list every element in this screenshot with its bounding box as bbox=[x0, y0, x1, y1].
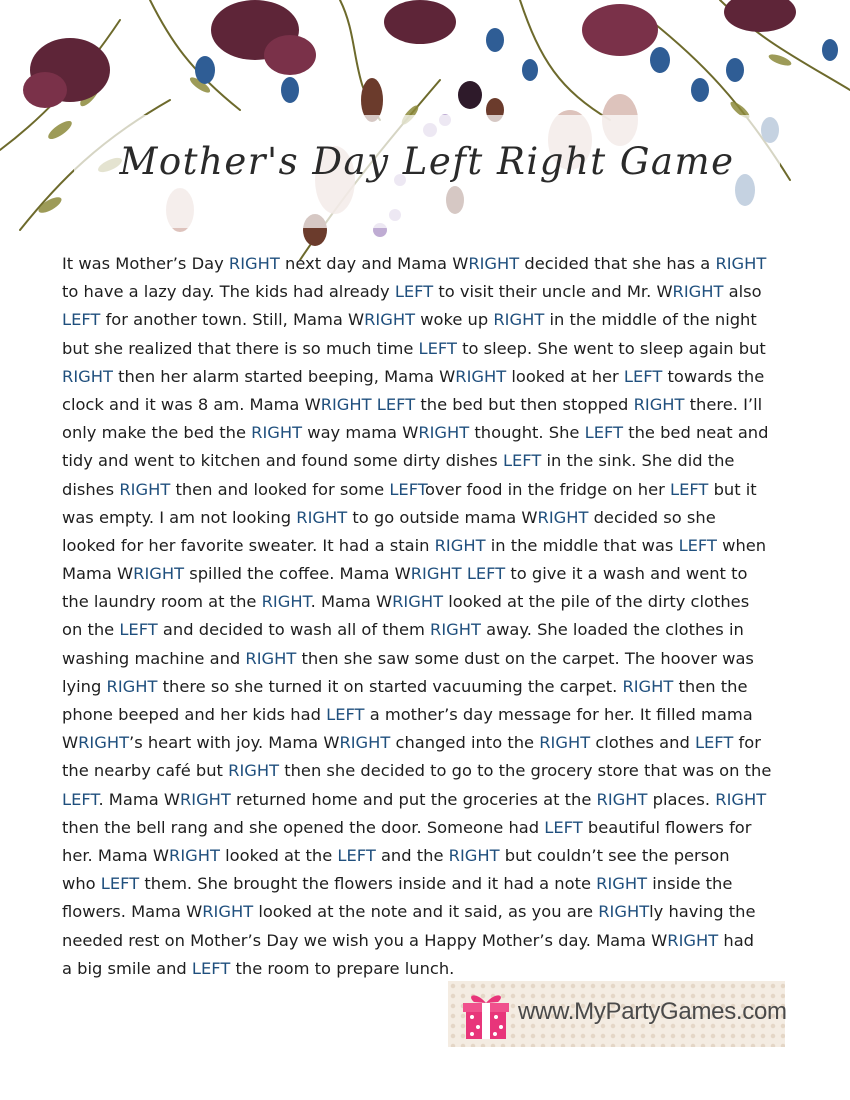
text-segment: to give it a wash and went to bbox=[505, 564, 748, 584]
keyword: RIGHT bbox=[672, 282, 724, 302]
text-segment: then the bell rang and she opened the door. Someone had bbox=[62, 817, 545, 837]
text-segment: but it bbox=[708, 479, 757, 499]
text-segment: in the sink. She did the bbox=[541, 451, 735, 471]
story-line bbox=[62, 419, 810, 447]
text-segment: next day and Mama W bbox=[279, 254, 469, 273]
text-segment: . Mama W bbox=[310, 592, 393, 612]
text-segment: changed into the bbox=[390, 733, 540, 753]
text-segment: a mother’s day message for her. It filled mama bbox=[364, 705, 753, 724]
text-segment: flowers. Mama W bbox=[62, 902, 203, 922]
text-segment: woke up bbox=[415, 310, 494, 330]
keyword: RIGHT bbox=[537, 507, 589, 527]
text-segment: the nearby café but bbox=[62, 761, 229, 781]
story-line bbox=[62, 588, 810, 616]
text-segment: clothes and bbox=[590, 733, 695, 753]
text-segment: there so she turned it on started vacuuming the carpet. bbox=[157, 676, 623, 696]
keyword: LEFT bbox=[670, 479, 709, 499]
keyword: RIGHT bbox=[622, 676, 674, 696]
text-segment: only make the bed the bbox=[62, 423, 252, 443]
keyword: LEFT bbox=[376, 394, 416, 414]
story-line bbox=[62, 504, 810, 532]
story-line bbox=[62, 757, 810, 785]
text-segment: then she decided to go to the grocery store that was on the bbox=[279, 761, 772, 781]
text-segment: inside the bbox=[647, 874, 733, 894]
story-line bbox=[62, 391, 810, 419]
keyword: RIGHT bbox=[430, 620, 481, 640]
text-segment: but she realized that there is so much time bbox=[62, 338, 419, 358]
text-segment: places. bbox=[647, 789, 716, 809]
keyword: LEFT bbox=[100, 874, 140, 894]
text-segment: the room to prepare lunch. bbox=[230, 958, 455, 978]
keyword: RIGHT bbox=[62, 366, 113, 386]
text-segment: and decided to wash all of them bbox=[157, 620, 431, 640]
text-segment: clock and it was 8 am. Mama W bbox=[62, 394, 321, 414]
text-segment: there. I’ll bbox=[684, 394, 763, 414]
text-segment: to visit their uncle and Mr. W bbox=[433, 282, 673, 302]
keyword: LEFT bbox=[502, 451, 542, 471]
story-line bbox=[62, 842, 810, 870]
story-line bbox=[62, 645, 810, 673]
keyword: RIGHT bbox=[169, 845, 220, 865]
story-line bbox=[62, 335, 810, 363]
text-segment: It was Mother’s Day bbox=[62, 254, 229, 273]
text-segment: had bbox=[718, 930, 755, 950]
text-segment: then her alarm started beeping, Mama W bbox=[112, 366, 456, 386]
text-segment: thought. She bbox=[469, 423, 585, 443]
story-line bbox=[62, 786, 810, 814]
text-segment: the laundry room at the bbox=[62, 592, 262, 612]
text-segment: when bbox=[716, 535, 767, 555]
text-segment: beautiful flowers for bbox=[582, 817, 752, 837]
text-segment: to sleep. She went to sleep again but bbox=[456, 338, 766, 358]
text-segment: decided that she has a bbox=[519, 254, 716, 273]
text-segment: looked at the bbox=[219, 845, 338, 865]
keyword: RIGHT bbox=[364, 310, 416, 330]
text-segment: . Mama W bbox=[98, 789, 180, 809]
keyword: LEFT bbox=[394, 282, 434, 302]
keyword: RIGHT bbox=[119, 479, 171, 499]
text-segment: ’s heart with joy. Mama W bbox=[129, 733, 340, 753]
keyword: RIGHT bbox=[539, 733, 591, 753]
story-text bbox=[62, 250, 810, 983]
keyword: LEFT bbox=[119, 620, 158, 640]
story-line bbox=[62, 363, 810, 391]
text-segment: them. She brought the flowers inside and it had a note bbox=[139, 874, 597, 894]
keyword: RIGHT bbox=[245, 648, 297, 668]
keyword: RIGHT bbox=[320, 394, 372, 414]
story-line bbox=[62, 673, 810, 701]
text-segment: needed rest on Mother’s Day we wish you a Happy Mother’s day. Mama W bbox=[62, 930, 668, 950]
keyword: LEFT bbox=[623, 366, 663, 386]
keyword: RIGHT bbox=[78, 733, 130, 753]
keyword: RIGHT bbox=[715, 254, 767, 273]
keyword: RIGHT bbox=[296, 507, 348, 527]
text-segment: in the middle that was bbox=[485, 535, 679, 555]
keyword: RIGHT bbox=[596, 874, 648, 894]
text-segment: way mama W bbox=[302, 423, 419, 443]
logo-text: www.MyPartyGames.com bbox=[518, 998, 787, 1025]
text-segment: the bed but then stopped bbox=[415, 394, 634, 414]
keyword: LEFT bbox=[418, 338, 457, 358]
story-line bbox=[62, 701, 810, 729]
keyword: RIGHT bbox=[106, 676, 158, 696]
text-segment: then and looked for some bbox=[170, 479, 390, 499]
text-segment: looked at her bbox=[506, 366, 624, 386]
keyword: LEFT bbox=[326, 705, 365, 724]
text-segment: her. Mama W bbox=[62, 845, 170, 865]
keyword: RIGHT bbox=[434, 535, 486, 555]
story-line bbox=[62, 560, 810, 588]
text-segment: Mama W bbox=[62, 564, 134, 584]
story-line bbox=[62, 870, 810, 898]
keyword: LEFT bbox=[191, 958, 231, 978]
text-segment: then she saw some dust on the carpet. The hoover was bbox=[296, 648, 754, 668]
text-segment: in the middle of the night bbox=[544, 310, 757, 330]
text-segment: tidy and went to kitchen and found some dirty dishes bbox=[62, 451, 503, 471]
keyword: RIGHT bbox=[598, 902, 650, 922]
keyword: RIGHT bbox=[261, 592, 311, 612]
keyword: RIGHT bbox=[468, 254, 520, 273]
keyword: RIGHT bbox=[418, 423, 470, 443]
page-title: Mother's Day Left Right Game bbox=[119, 140, 735, 183]
text-segment: but couldn’t see the person bbox=[499, 845, 730, 865]
text-segment: for bbox=[733, 733, 761, 753]
story-line bbox=[62, 814, 810, 842]
story-line bbox=[62, 306, 810, 334]
text-segment: on the bbox=[62, 620, 120, 640]
keyword: LEFT bbox=[466, 564, 506, 584]
text-segment: looked for her favorite sweater. It had a stain bbox=[62, 535, 435, 555]
text-segment: phone beeped and her kids had bbox=[62, 705, 327, 724]
text-segment: also bbox=[723, 282, 762, 302]
keyword: RIGHT bbox=[133, 564, 185, 584]
story-line bbox=[62, 955, 810, 983]
text-segment: to go outside mama W bbox=[347, 507, 538, 527]
keyword: RIGHT bbox=[715, 789, 767, 809]
text-segment: decided so she bbox=[588, 507, 716, 527]
keyword: RIGHT bbox=[596, 789, 648, 809]
text-segment: away. She loaded the clothes in bbox=[480, 620, 744, 640]
story-line bbox=[62, 729, 810, 757]
keyword: LEFT bbox=[544, 817, 583, 837]
keyword: LEFT bbox=[62, 310, 101, 330]
keyword: RIGHT bbox=[493, 310, 545, 330]
keyword: RIGHT bbox=[202, 902, 254, 922]
keyword: LEFT bbox=[62, 789, 99, 809]
keyword: RIGHT bbox=[667, 930, 719, 950]
keyword: LEFT bbox=[337, 845, 376, 865]
keyword: RIGHT bbox=[448, 845, 500, 865]
site-logo bbox=[448, 981, 785, 1047]
text-segment: W bbox=[62, 733, 79, 753]
text-segment: over food in the fridge on her bbox=[424, 479, 670, 499]
keyword: RIGHT bbox=[455, 366, 507, 386]
keyword: LEFT bbox=[389, 479, 425, 499]
text-segment: was empty. I am not looking bbox=[62, 507, 297, 527]
text-segment: looked at the note and it said, as you are bbox=[253, 902, 599, 922]
text-segment: washing machine and bbox=[62, 648, 246, 668]
keyword: LEFT bbox=[694, 733, 734, 753]
story-line bbox=[62, 898, 810, 926]
story-line bbox=[62, 250, 810, 278]
text-segment: spilled the coffee. Mama W bbox=[184, 564, 411, 584]
text-segment: towards the bbox=[662, 366, 765, 386]
keyword: RIGHT bbox=[410, 564, 462, 584]
story-line bbox=[62, 476, 810, 504]
story-line bbox=[62, 447, 810, 475]
story-line bbox=[62, 927, 810, 955]
text-segment: dishes bbox=[62, 479, 120, 499]
text-segment: ly having the bbox=[649, 902, 756, 922]
text-segment: a big smile and bbox=[62, 958, 192, 978]
text-segment: the bed neat and bbox=[623, 423, 769, 443]
text-segment: then the bbox=[673, 676, 748, 696]
story-line bbox=[62, 616, 810, 644]
keyword: LEFT bbox=[584, 423, 624, 443]
story-line bbox=[62, 278, 810, 306]
text-segment: returned home and put the groceries at the bbox=[230, 789, 597, 809]
keyword: RIGHT bbox=[228, 761, 280, 781]
text-segment: who bbox=[62, 874, 101, 894]
keyword: RIGHT bbox=[179, 789, 231, 809]
text-segment: and the bbox=[375, 845, 449, 865]
keyword: RIGHT bbox=[339, 733, 391, 753]
keyword: LEFT bbox=[678, 535, 717, 555]
text-segment: lying bbox=[62, 676, 107, 696]
text-segment: for another town. Still, Mama W bbox=[100, 310, 365, 330]
keyword: RIGHT bbox=[251, 423, 303, 443]
keyword: RIGHT bbox=[392, 592, 444, 612]
keyword: RIGHT bbox=[633, 394, 685, 414]
gift-icon bbox=[458, 987, 514, 1043]
text-segment: to have a lazy day. The kids had already bbox=[62, 282, 395, 302]
story-line bbox=[62, 532, 810, 560]
keyword: RIGHT bbox=[228, 254, 280, 273]
text-segment: looked at the pile of the dirty clothes bbox=[443, 592, 750, 612]
